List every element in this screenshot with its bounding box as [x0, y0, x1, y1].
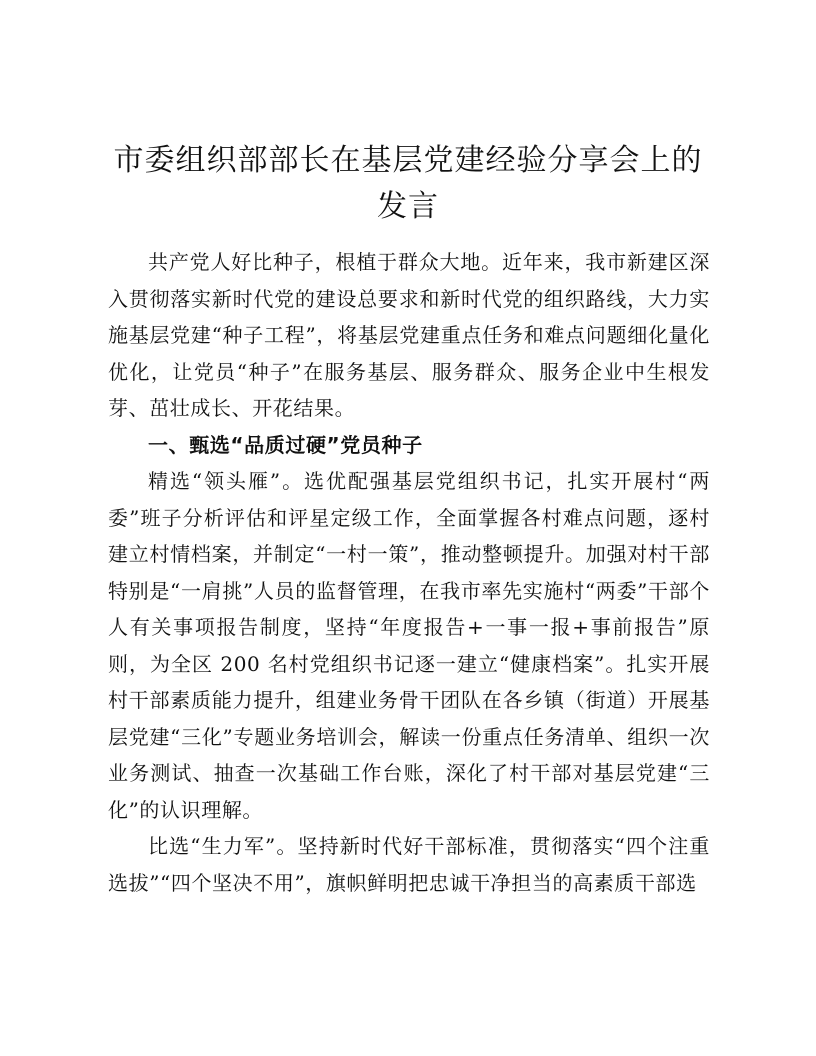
body-paragraph: 精选“领头雁”。选优配强基层党组织书记，扎实开展村“两委”班子分析评估和评星定级工作，全面掌握各村难点问题，逐村建立村情档案，并制定“一村一策”，推动整顿提升。加强对村干部特别是“一肩挑”人员的监督管理，在我市率先实施村“两委”干部个人有关事项报告制度，坚持“年度报告+一事一报+事前报告”原则，为全区 200 名村党组织书记逐一建立“健康档案”。扎实开展村干部素质能力提升，组建业务骨干团队在各乡镇（街道）开展基层党建“三化”专题业务培训会，解读一份重点任务清单、组织一次业务测试、抽查一次基础工作台账，深化了村干部对基层党建“三化”的认识理解。	[108, 469, 710, 822]
intro-paragraph: 共产党人好比种子，根植于群众大地。近年来，我市新建区深入贯彻落实新时代党的建设总要求和新时代党的组织路线，大力实施基层党建“种子工程”，将基层党建重点任务和难点问题细化量化优化，让党员“种子”在服务基层、服务群众、服务企业中生根发芽、茁壮成长、开花结果。	[108, 250, 710, 420]
document-body	[108, 244, 710, 901]
document-title: 市委组织部部长在基层党建经验分享会上的发言	[113, 143, 703, 224]
body-paragraph: 比选“生力军”。坚持新时代好干部标准，贯彻落实“四个注重选拔”“四个坚决不用”，旗帜鲜明把忠诚干净担当的高素质干部选	[108, 834, 710, 895]
section-heading: 一、甄选“品质过硬”党员种子	[148, 432, 423, 457]
